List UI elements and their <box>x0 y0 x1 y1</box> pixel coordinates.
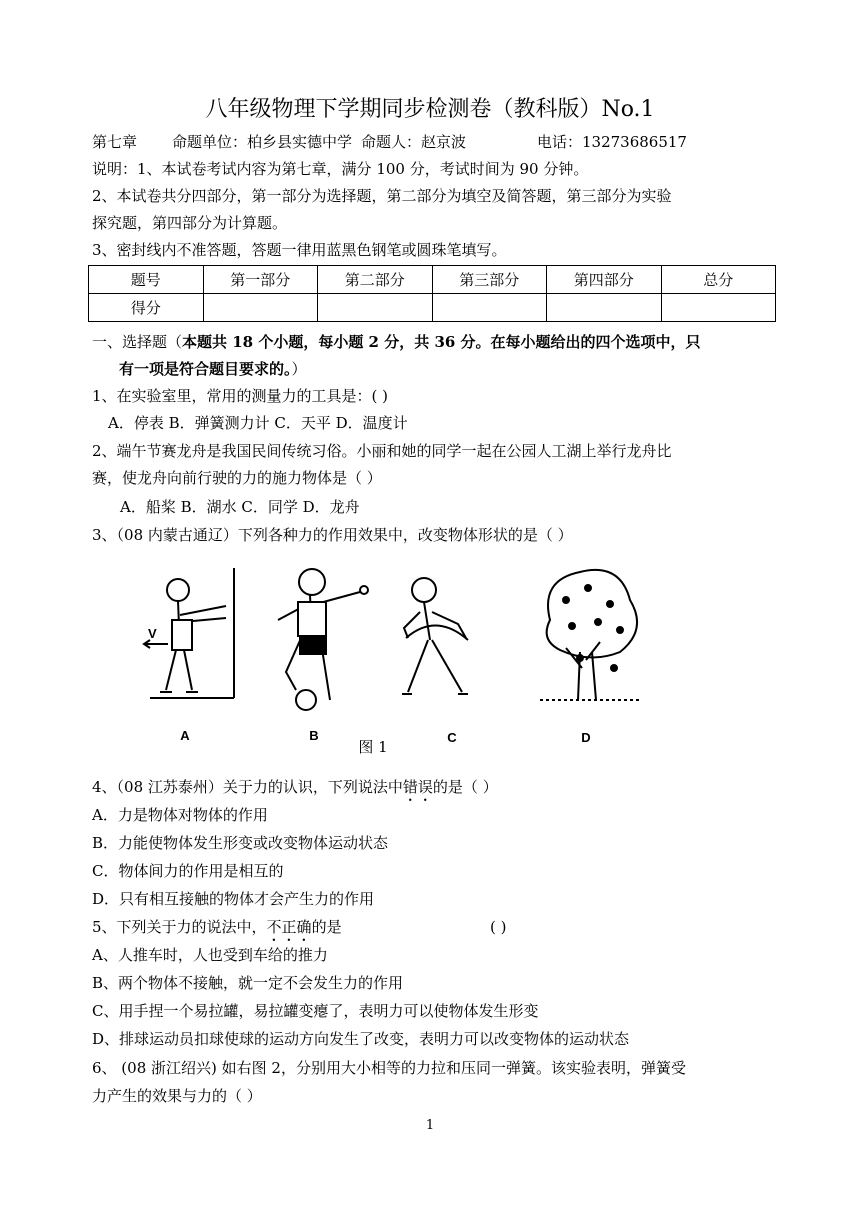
score-header: 第二部分 <box>318 266 433 294</box>
score-table-header-row <box>89 266 776 294</box>
section1-suffix: ） <box>291 360 307 378</box>
section1-instructions: 本题共 18 个小题，每小题 2 分，共 36 分。在每小题给出的四个选项中，只 <box>182 333 701 351</box>
score-header: 题号 <box>89 266 204 294</box>
score-header: 第一部分 <box>203 266 318 294</box>
q4-option-b: B．力能使物体发生形变或改变物体运动状态 <box>92 834 389 852</box>
q5-stem-text: 5、下列关于力的说法中， <box>92 918 267 936</box>
q4-emphasis: 错误 <box>402 778 433 796</box>
figure-c-bend-bow <box>402 578 468 694</box>
note-2: 2、本试卷共分四部分，第一部分为选择题，第二部分为填空及简答题，第三部分为实验 <box>92 187 672 205</box>
chapter-label: 第七章 <box>92 133 138 151</box>
score-header: 总分 <box>661 266 776 294</box>
note-2-cont: 探究题，第四部分为计算题。 <box>92 214 288 232</box>
q5-option-b: B、两个物体不接触，就一定不会发生力的作用 <box>92 974 404 992</box>
author-label: 命题人：赵京波 <box>361 133 467 151</box>
q6-stem: 6、 (08 浙江绍兴) 如右图 2，分别用大小相等的力拉和压同一弹簧。该实验表明，弹簧受 <box>92 1059 686 1077</box>
q5-answer-paren: ( ) <box>490 918 507 936</box>
figure-label-b: B <box>309 728 319 743</box>
q4-stem-text: 4、（08 江苏泰州）关于力的认识，下列说法中 <box>92 778 403 796</box>
page-title: 八年级物理下学期同步检测卷（教科版）No.1 <box>205 97 655 122</box>
figure-label-c: C <box>447 730 457 745</box>
score-table <box>88 265 776 322</box>
figure-a-push-wall <box>144 568 234 698</box>
q1-options: A．停表 B．弹簧测力计 C．天平 D．温度计 <box>108 414 408 432</box>
q5-option-c: C、用手捏一个易拉罐，易拉罐变瘪了，表明力可以使物体发生形变 <box>92 1002 539 1020</box>
q4-stem-end: 的是（ ） <box>432 778 498 796</box>
section1-prefix: 一、选择题（ <box>92 333 183 351</box>
q4-option-a: A．力是物体对物体的作用 <box>92 806 268 824</box>
page-number: 1 <box>425 1118 435 1133</box>
q5-stem <box>92 917 342 945</box>
score-table-score-row <box>89 294 776 322</box>
score-row-label: 得分 <box>89 294 204 322</box>
note-1: 说明：1、本试卷考试内容为第七章，满分 100 分，考试时间为 90 分钟。 <box>92 160 589 178</box>
phone-label: 电话：13273686517 <box>537 133 687 151</box>
section1-heading-cont <box>119 359 307 379</box>
q6-stem-cont: 力产生的效果与力的（ ） <box>92 1087 262 1105</box>
score-header: 第四部分 <box>547 266 662 294</box>
q4-option-c: C．物体间力的作用是相互的 <box>92 862 284 880</box>
q5-emphasis: 不正确 <box>266 918 312 936</box>
note-3: 3、密封线内不准答题，答题一律用蓝黑色钢笔或圆珠笔填写。 <box>92 241 507 259</box>
section1-instructions-cont: 有一项是符合题目要求的。 <box>119 360 292 378</box>
score-cell[interactable] <box>432 294 547 322</box>
score-cell[interactable] <box>203 294 318 322</box>
figure-b-kick-ball <box>278 569 368 710</box>
q4-option-d: D．只有相互接触的物体才会产生力的作用 <box>92 890 375 908</box>
figure-label-d: D <box>581 730 591 745</box>
score-cell[interactable] <box>318 294 433 322</box>
figure-1 <box>0 560 860 760</box>
q4-stem <box>92 777 498 805</box>
velocity-label: V <box>148 626 157 641</box>
section1-heading <box>92 332 701 352</box>
figure-caption: 图 1 <box>358 738 388 756</box>
score-header: 第三部分 <box>432 266 547 294</box>
q5-option-d: D、排球运动员扣球使球的运动方向发生了改变，表明力可以改变物体的运动状态 <box>92 1030 630 1048</box>
q2-options: A．船桨 B．湖水 C．同学 D．龙舟 <box>120 498 360 516</box>
q1-stem: 1、在实验室里，常用的测量力的工具是：( ) <box>92 387 389 405</box>
score-cell[interactable] <box>661 294 776 322</box>
score-cell[interactable] <box>547 294 662 322</box>
figure-label-a: A <box>180 728 190 743</box>
q5-stem-end: 的是 <box>311 918 342 936</box>
figure-d-apple-tree <box>540 570 640 700</box>
q3-stem: 3、（08 内蒙古通辽）下列各种力的作用效果中，改变物体形状的是（ ） <box>92 526 573 544</box>
q2-stem: 2、端午节赛龙舟是我国民间传统习俗。小丽和她的同学一起在公园人工湖上举行龙舟比 <box>92 442 672 460</box>
q5-option-a: A、人推车时，人也受到车给的推力 <box>92 946 328 964</box>
unit-label: 命题单位：柏乡县实德中学 <box>172 133 353 151</box>
q2-stem-cont: 赛，使龙舟向前行驶的力的施力物体是（ ） <box>92 469 382 487</box>
